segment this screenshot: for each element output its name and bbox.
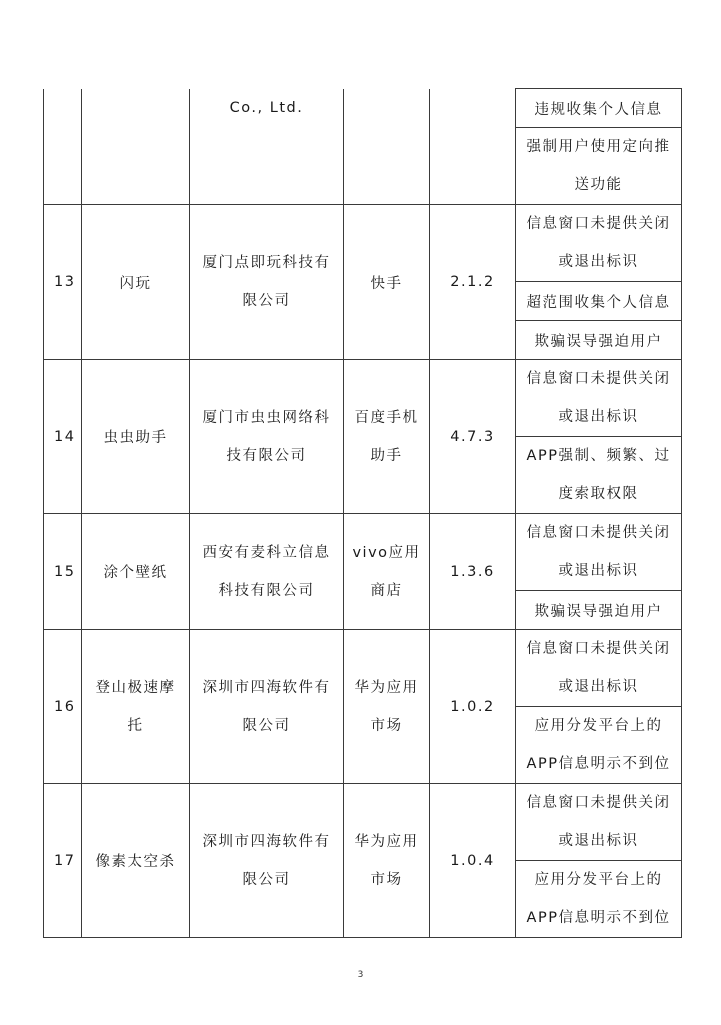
table-row [44, 360, 682, 437]
issue-cell [516, 360, 682, 437]
store-cell [344, 784, 430, 938]
company-cell [190, 784, 344, 938]
issue-cell: 欺骗误导强迫用户 [516, 591, 682, 630]
version-cell: 2.1.2 [430, 205, 516, 360]
issue-cell [516, 205, 682, 282]
issue-cell [516, 89, 682, 128]
issue-line: 应用分发平台上的 [534, 872, 663, 888]
issue-cell [516, 514, 682, 591]
version-cell: 1.3.6 [430, 514, 516, 630]
issue-cell: 欺骗误导强迫用户 [516, 321, 682, 360]
issue-line: 强制用户使用定向推 [526, 139, 671, 155]
issue-line: APP信息明示不到位 [526, 910, 671, 926]
app-name-cell: 涂个壁纸 [82, 514, 190, 630]
company-cell [190, 514, 344, 630]
store-line: 助手 [370, 447, 403, 464]
seq-cell [44, 89, 82, 205]
seq-cell: 13 [44, 205, 82, 360]
store-line: 华为应用 [354, 679, 419, 696]
version-cell: 4.7.3 [430, 360, 516, 514]
company-line: 技有限公司 [226, 447, 307, 464]
company-cell [190, 205, 344, 360]
app-name-line: 托 [127, 717, 144, 734]
issue-line: 信息窗口未提供关闭 [526, 641, 671, 657]
issue-cell: 超范围收集个人信息 [516, 282, 682, 321]
seq-cell: 17 [44, 784, 82, 938]
company-line: 限公司 [242, 293, 291, 309]
company-cell [190, 89, 344, 205]
store-cell [344, 514, 430, 630]
app-name-cell: 像素太空杀 [82, 784, 190, 938]
store-line: 华为应用 [354, 833, 419, 850]
store-cell [344, 89, 430, 205]
seq-cell: 14 [44, 360, 82, 514]
table-row [44, 630, 682, 707]
issue-cell [516, 707, 682, 784]
company-line: 厦门市虫虫网络科 [202, 409, 331, 426]
app-name-line: 登山极速摩 [95, 679, 176, 696]
issue-cell [516, 861, 682, 938]
issue-line: 送功能 [574, 177, 623, 193]
app-name-cell [82, 630, 190, 784]
issue-cell [516, 784, 682, 861]
store-line: vivo应用 [352, 544, 421, 561]
table-row [44, 205, 682, 282]
store-line: 商店 [370, 582, 403, 599]
page-number: 3 [357, 970, 364, 980]
table-row [44, 89, 682, 128]
company-line: 限公司 [242, 717, 291, 734]
issue-cell [516, 437, 682, 514]
seq-cell: 15 [44, 514, 82, 630]
issue-line: 信息窗口未提供关闭 [526, 795, 671, 811]
company-line: 深圳市四海软件有 [202, 679, 331, 696]
store-line: 市场 [370, 871, 403, 888]
version-cell [430, 89, 516, 205]
issue-line: 或退出标识 [558, 679, 639, 695]
company-line: 深圳市四海软件有 [202, 833, 331, 850]
issue-cell [516, 128, 682, 205]
store-cell: 快手 [344, 205, 430, 360]
issue-line: 信息窗口未提供关闭 [526, 371, 671, 387]
issue-line: 信息窗口未提供关闭 [526, 525, 671, 541]
company-cell [190, 630, 344, 784]
store-line: 百度手机 [354, 409, 419, 426]
seq-cell: 16 [44, 630, 82, 784]
issue-line: 或退出标识 [558, 254, 639, 270]
company-line: 厦门点即玩科技有 [202, 255, 331, 271]
version-cell: 1.0.4 [430, 784, 516, 938]
app-name-cell [82, 89, 190, 205]
issue-line: 应用分发平台上的 [534, 718, 663, 734]
issue-line: 或退出标识 [558, 409, 639, 425]
issue-cell [516, 630, 682, 707]
app-name-cell: 闪玩 [82, 205, 190, 360]
store-cell [344, 360, 430, 514]
issue-line: 信息窗口未提供关闭 [526, 216, 671, 232]
issue-line: APP强制、频繁、过 [526, 448, 671, 464]
company-line: 科技有限公司 [218, 582, 315, 599]
version-cell: 1.0.2 [430, 630, 516, 784]
issue-line: 违规收集个人信息 [534, 101, 663, 118]
table-row [44, 784, 682, 861]
issue-line: 或退出标识 [558, 833, 639, 849]
company-line: 西安有麦科立信息 [202, 544, 331, 561]
app-violation-table [43, 88, 682, 938]
issue-line: 或退出标识 [558, 563, 639, 579]
store-line: 市场 [370, 717, 403, 734]
company-line: 限公司 [242, 871, 291, 888]
app-name-cell: 虫虫助手 [82, 360, 190, 514]
issue-line: APP信息明示不到位 [526, 756, 671, 772]
issue-line: 度索取权限 [558, 486, 639, 502]
company-line: Co., Ltd. [229, 99, 304, 116]
table-row [44, 514, 682, 591]
company-cell [190, 360, 344, 514]
store-cell [344, 630, 430, 784]
